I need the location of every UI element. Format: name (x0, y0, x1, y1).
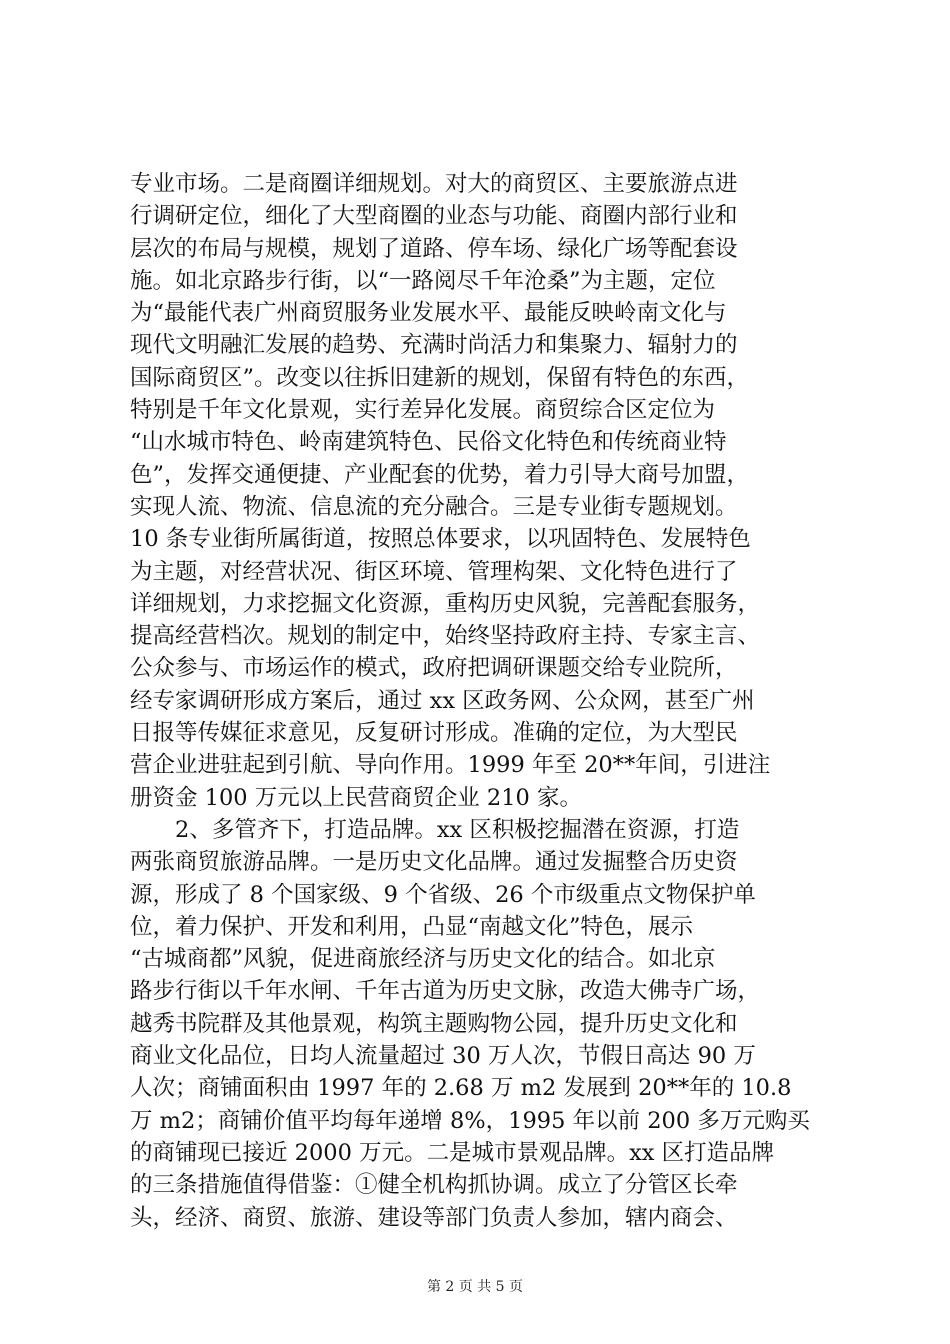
text-line: 越秀书院群及其他景观，构筑主题购物公园，提升历史文化和 (130, 1010, 738, 1037)
text-line: 为主题，对经营状况、街区环境、管理构架、文化特色进行了 (130, 558, 738, 585)
text-line: 色”，发挥交通便捷、产业配套的优势，着力引导大商号加盟， (130, 461, 750, 488)
text-line: 现代文明融汇发展的趋势、充满时尚活力和集聚力、辐射力的 (130, 332, 738, 359)
page-number-footer: 第 2 页 共 5 页 (426, 1279, 524, 1295)
text-line: 人次；商铺面积由 1997 年的 2.68 万 m2 发展到 20**年的 10.8 (130, 1075, 792, 1102)
text-line: 提高经营档次。规划的制定中，始终坚持政府主持、专家主言、 (130, 623, 761, 650)
text-line: 册资金 100 万元以上民营商贸企业 210 家。 (130, 784, 583, 811)
text-line: 10 条专业街所属街道，按照总体要求，以巩固特色、发展特色 (130, 526, 751, 553)
text-line: 为“最能代表广州商贸服务业发展水平、最能反映岭南文化与 (130, 300, 727, 327)
text-line: 位，着力保护、开发和利用，凸显“南越文化”特色，展示 (130, 913, 694, 940)
text-line: 两张商贸旅游品牌。一是历史文化品牌。通过发掘整合历史资 (130, 849, 738, 876)
text-line: 万 m2；商铺价值平均每年递增 8%，1995 年以前 200 多万元购买 (130, 1107, 810, 1134)
text-line: 头，经济、商贸、旅游、建设等部门负责人参加，辖内商会、 (130, 1204, 738, 1231)
paragraph-start-line: 2、多管齐下，打造品牌。xx 区积极挖掘潜在资源，打造 (130, 816, 740, 843)
text-line: 的商铺现已接近 2000 万元。二是城市景观品牌。xx 区打造品牌 (130, 1139, 775, 1166)
text-line: 行调研定位，细化了大型商圈的业态与功能、商圈内部行业和 (130, 203, 738, 230)
text-line: 专业市场。二是商圈详细规划。对大的商贸区、主要旅游点进 (130, 171, 738, 197)
text-line: 层次的布局与规模，规划了道路、停车场、绿化广场等配套设 (130, 235, 738, 262)
text-line: 商业文化品位，日均人流量超过 30 万人次，节假日高达 90 万 (130, 1043, 756, 1070)
document-body (130, 168, 830, 1234)
text-line: 特别是千年文化景观，实行差异化发展。商贸综合区定位为 (130, 397, 716, 424)
text-line: 的三条措施值得借鉴：①健全机构抓协调。成立了分管区长牵 (130, 1172, 738, 1199)
text-line: “山水城市特色、岭南建筑特色、民俗文化特色和传统商业特 (130, 429, 727, 456)
text-line: 施。如北京路步行街，以“一路阅尽千年沧桑”为主题，定位 (130, 267, 716, 294)
text-line: 详细规划，力求挖掘文化资源，重构历史风貌，完善配套服务， (130, 590, 761, 617)
text-line: 路步行街以千年水闸、千年古道为历史文脉，改造大佛寺广场， (130, 978, 761, 1005)
text-line: “古城商都”风貌，促进商旅经济与历史文化的结合。如北京 (130, 946, 716, 973)
text-line: 营企业进驻起到引航、导向作用。1999 年至 20**年间，引进注 (130, 752, 771, 779)
text-line: 经专家调研形成方案后，通过 xx 区政务网、公众网，甚至广州 (130, 687, 755, 714)
text-line: 国际商贸区”。改变以往拆旧建新的规划，保留有特色的东西， (130, 364, 750, 391)
text-line: 实现人流、物流、信息流的充分融合。三是专业街专题规划。 (130, 493, 738, 520)
text-line: 源，形成了 8 个国家级、9 个省级、26 个市级重点文物保护单 (130, 881, 756, 908)
text-line: 日报等传媒征求意见，反复研讨形成。准确的定位，为大型民 (130, 720, 738, 747)
text-line: 公众参与、市场运作的模式，政府把调研课题交给专业院所， (130, 655, 738, 682)
